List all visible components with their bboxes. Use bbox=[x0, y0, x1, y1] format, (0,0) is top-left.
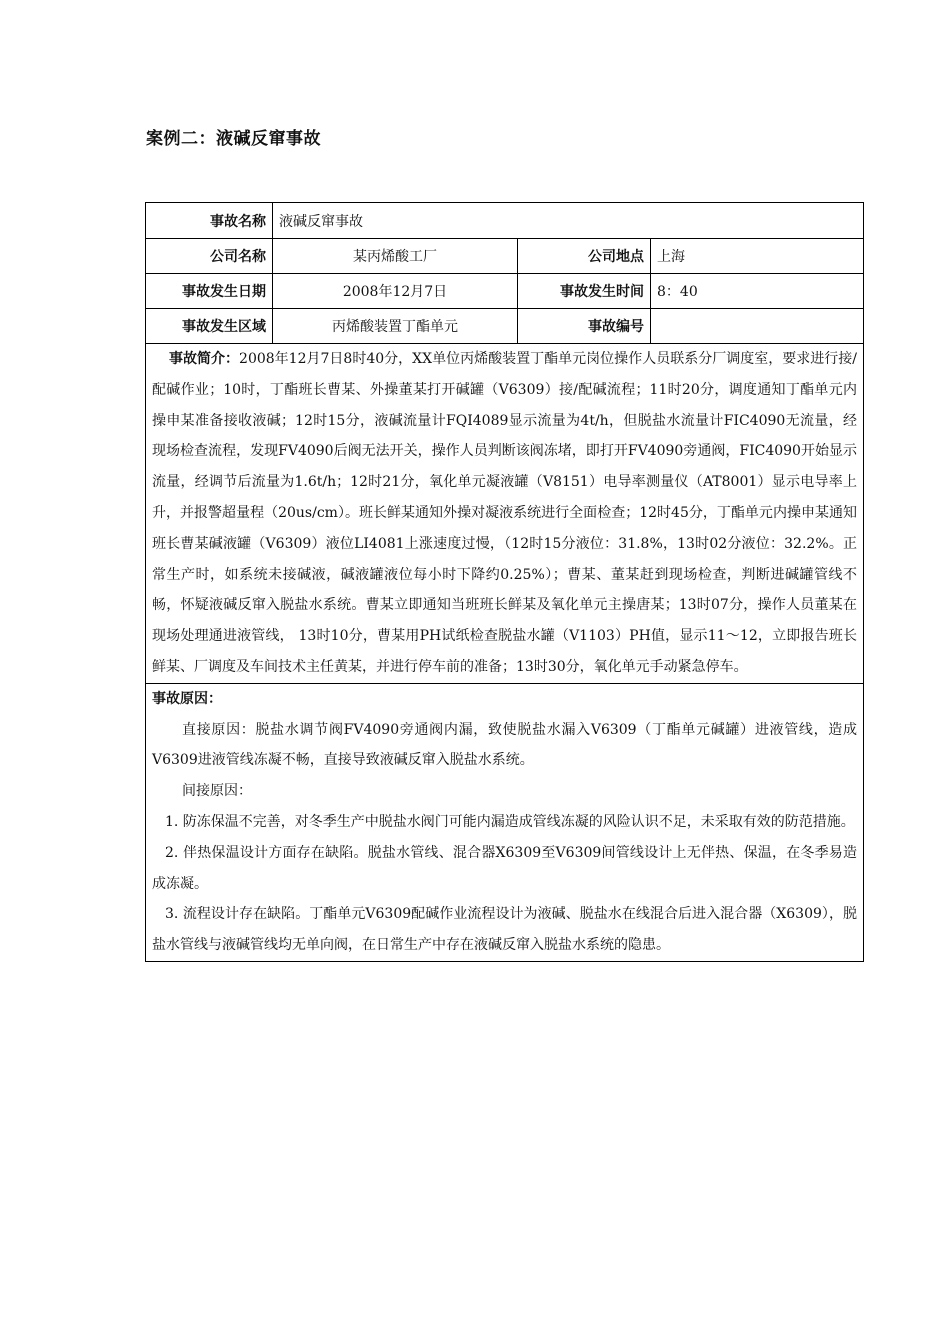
causes-label: 事故原因： bbox=[152, 690, 222, 707]
accident-date-label: 事故发生日期 bbox=[146, 274, 273, 309]
accident-time-value: 8：40 bbox=[651, 274, 864, 309]
row-accident-name bbox=[146, 203, 864, 239]
row-summary bbox=[146, 344, 864, 684]
summary-paragraph bbox=[152, 344, 857, 683]
accident-area-label: 事故发生区域 bbox=[146, 309, 273, 344]
accident-name-label: 事故名称 bbox=[146, 203, 273, 239]
accident-area-value: 丙烯酸装置丁酯单元 bbox=[273, 309, 518, 344]
accident-time-label: 事故发生时间 bbox=[518, 274, 651, 309]
indirect-cause-item: 2. 伴热保温设计方面存在缺陷。脱盐水管线、混合器X6309至V6309间管线设计上无伴热、保温，在冬季易造成冻凝。 bbox=[152, 844, 858, 892]
summary-text: 2008年12月7日8时40分，XX单位丙烯酸装置丁酯单元岗位操作人员联系分厂调度室，要求进行接/配碱作业；10时，丁酯班长曹某、外操董某打开碱罐（V6309）接/配碱流程；11时20分，调度通知丁酯单元内操申某准备接收液碱；12时15分，液碱流量计FQI4089显示流量为4t/h，但脱盐水流量计FIC4090无流量，经现场检查流程，发现FV4090后阀无法开关，操作人员判断该阀冻堵，即打开FV4090旁通阀，FIC4090开始显示流量，经调节后流量为1.6t/h；12时21分，氧化单元凝液罐（V8151）电导率测量仪（AT8001）显示电导率上升，并报警超量程（20us/cm）。班长鲜某通知外操对凝液系统进行全面检查；12时45分，丁酯单元内操申某通知班长曹某碱液罐（V6309）液位LI4081上涨速度过慢，（12时15分液位：31.8%，13时02分液位：32.2%。正常生产时，如系统未接碱液，碱液罐液位每小时下降约0.25%）；曹某、董某赶到现场检查，判断进碱罐管线不畅，怀疑液碱反窜入脱盐水系统。曹某立即通知当班班长鲜某及氧化单元主操唐某；13时07分，操作人员董某在现场处理通进液管线， 13时10分，曹某用PH试纸检查脱盐水罐（V1103）PH值，显示11～12，立即报告班长鲜某、厂调度及车间技术主任黄某，并进行停车前的准备；13时30分，氧化单元手动紧急停车。 bbox=[152, 351, 858, 675]
causes-cell bbox=[146, 683, 864, 961]
indirect-cause-label: 间接原因： bbox=[182, 783, 252, 800]
company-location-label: 公司地点 bbox=[518, 239, 651, 274]
page-title: 案例二：液碱反窜事故 bbox=[146, 129, 321, 149]
indirect-cause-item: 3. 流程设计存在缺陷。丁酯单元V6309配碱作业流程设计为液碱、脱盐水在线混合后进入混合器（X6309），脱盐水管线与液碱管线均无单向阀，在日常生产中存在液碱反窜入脱盐水系统的隐患。 bbox=[152, 906, 858, 954]
row-date-time bbox=[146, 274, 864, 309]
row-causes bbox=[146, 683, 864, 961]
row-area-number bbox=[146, 309, 864, 344]
company-name-label: 公司名称 bbox=[146, 239, 273, 274]
accident-report-table bbox=[145, 202, 864, 962]
direct-cause-text: 直接原因：脱盐水调节阀FV4090旁通阀内漏，致使脱盐水漏入V6309（丁酯单元碱罐）进液管线，造成V6309进液管线冻凝不畅，直接导致液碱反窜入脱盐水系统。 bbox=[152, 721, 858, 769]
accident-name-value: 液碱反窜事故 bbox=[273, 203, 864, 239]
accident-date-value: 2008年12月7日 bbox=[273, 274, 518, 309]
company-name-value: 某丙烯酸工厂 bbox=[273, 239, 518, 274]
summary-label: 事故简介： bbox=[169, 351, 240, 367]
company-location-value: 上海 bbox=[651, 239, 864, 274]
accident-number-value bbox=[651, 309, 864, 344]
row-company bbox=[146, 239, 864, 274]
summary-cell bbox=[146, 344, 864, 684]
accident-number-label: 事故编号 bbox=[518, 309, 651, 344]
indirect-cause-item: 1. 防冻保温不完善，对冬季生产中脱盐水阀门可能内漏造成管线冻凝的风险认识不足，未采取有效的防范措施。 bbox=[165, 813, 855, 830]
